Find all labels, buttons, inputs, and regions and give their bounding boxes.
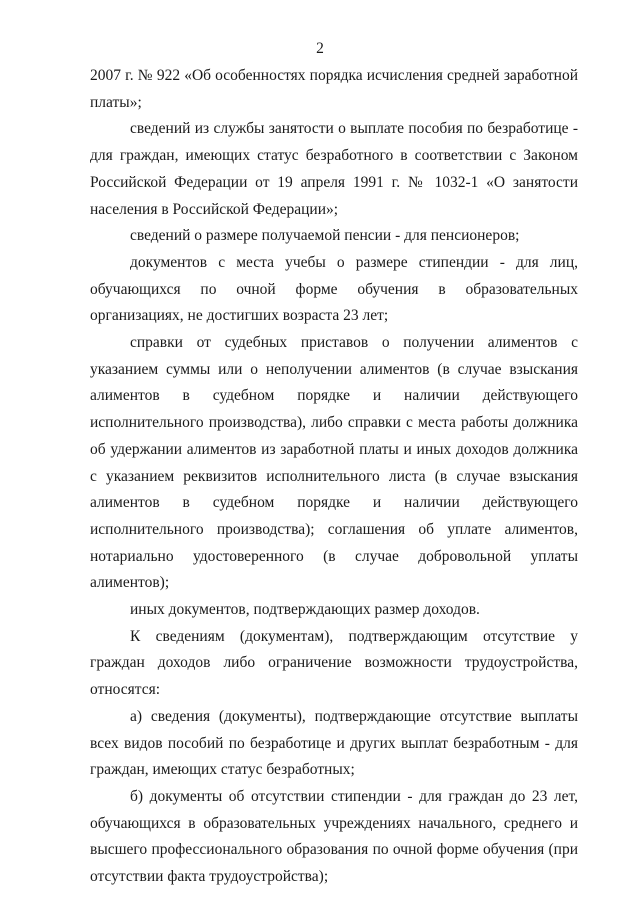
page-number: 2 xyxy=(316,40,324,57)
paragraph: сведений из службы занятости о выплате пособия по безработице - для граждан, имеющих статус безработного в соответствии с Законом Российской Федерации от 19 апреля 1991 г. № 1032-1 «О занятости населения в Российской Федерации»; xyxy=(90,120,578,218)
document-body xyxy=(90,63,578,891)
paragraph: К сведениям (документам), подтверждающим отсутствие у граждан доходов либо ограничение возможности трудоустройства, относятся: xyxy=(90,627,578,699)
paragraph: б) документы об отсутствии стипендии - для граждан до 23 лет, обучающихся в образовательных учреждениях начального, среднего и высшего профессионального образования по очной форме обучения (при отсутствии факта трудоустройства); xyxy=(90,787,578,886)
paragraph: справки от судебных приставов о получении алиментов с указанием суммы или о неполучении алиментов (в случае взыскания алиментов в судебном порядке и наличии действующего исполнительного производства), либо справки с места работы должника об удержании алиментов из заработной платы и иных доходов должника с указанием реквизитов исполнительного листа (в случае взыскания алиментов в судебном порядке и наличии действующего исполнительного производства); соглашения об уплате алиментов, нотариально удостоверенного (в случае добровольной уплаты алиментов); xyxy=(90,334,578,592)
paragraph: документов с места учебы о размере стипендии - для лиц, обучающихся по очной форме обучения в образовательных организациях, не достигших возраста 23 лет; xyxy=(90,253,578,325)
paragraph: иных документов, подтверждающих размер доходов. xyxy=(130,601,480,619)
paragraph: 2007 г. № 922 «Об особенностях порядка исчисления средней заработной платы»; xyxy=(90,67,578,111)
paragraph: а) сведения (документы), подтверждающие отсутствие выплаты всех видов пособий по безработице и других выплат безработным - для граждан, имеющих статус безработных; xyxy=(90,707,578,779)
paragraph: сведений о размере получаемой пенсии - для пенсионеров; xyxy=(130,227,520,245)
